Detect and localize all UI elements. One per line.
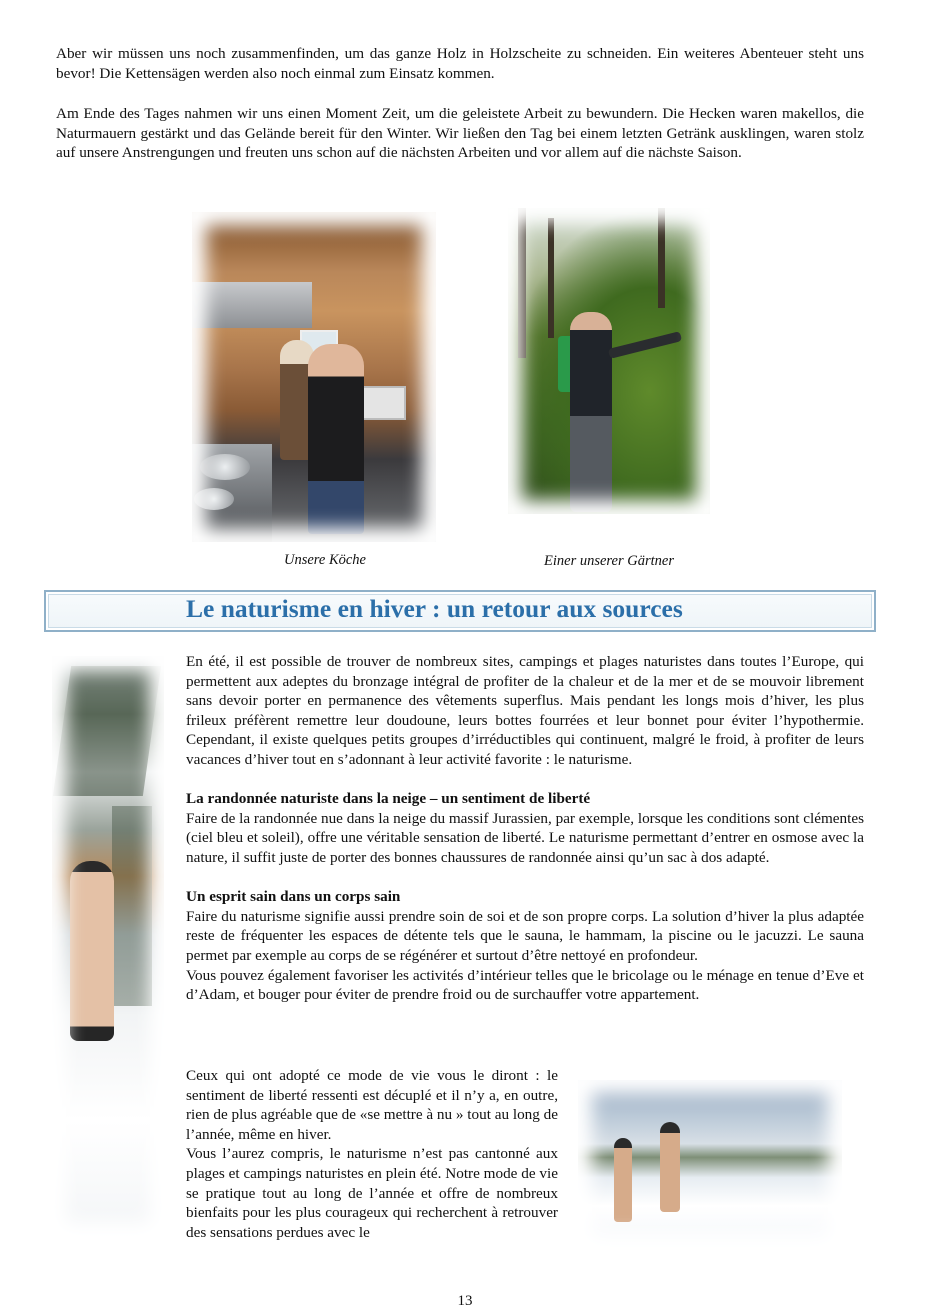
section-text-health-1: Faire du naturisme signifie aussi prendre soin de soi et de son propre corps. La solution d’hiver la plus adaptée reste de fréquenter les espaces de détente tels que le sauna, le hammam, la piscine ou le jacuzzi. Le sauna permet par exemple au corps de se régénérer et surtout d’être nettoyé en profondeur. [186,907,864,964]
snowy-tree [112,806,152,1006]
gardener-person [570,312,612,512]
snow-portrait-photo [52,656,164,1236]
intro-paragraph-2: Am Ende des Tages nahmen wir uns einen Moment Zeit, um die geleistete Arbeit zu bewundern. Die Hecken waren makellos, die Naturmauern gestärkt und das Gelände bereit für den Winter. Wir ließen den Tag bei einem letzten Getränk ausklingen, waren stolz auf unsere Anstrengungen und freuten uns schon auf die nächsten Arbeiten und vor allem auf die nächste Saison. [56,105,864,162]
hiker-figure [614,1138,632,1222]
page-number: 13 [457,1293,473,1309]
article-title-box [44,590,876,632]
section-heading-hiking: La randonnée naturiste dans la neige – un sentiment de liberté [186,790,591,808]
cook-person [308,344,364,534]
article-intro: En été, il est possible de trouver de nombreux sites, campings et plages naturistes dans toutes l’Europe, qui permettent aux adeptes du bronzage intégral de profiter de la chaleur et de la mer et de se mouvoir librement sans devoir porter en permanence des vêtements superflus. Mais pendant les longs mois d’hiver, les plus frileux préfèrent remettre leur doudoune, leurs bottes fourrées et leur bonnet pour éviter l’hypothermie. Cependant, il existe quelques petits groupes d’irréductibles qui continuent, malgré le froid, à profiter de leurs vacances d’hiver tout en s’adonnant à leur activité favorite : le naturisme. [186,653,864,768]
kitchen-hood [192,282,312,328]
gardener-caption: Einer unserer Gärtner [544,553,674,569]
section-text-health-2: Vous pouvez également favoriser les activités d’intérieur telles que le bricolage ou le ménage en tenue d’Eve et d’Adam, et bouger pour éviter de prendre froid ou de surchauffer votre appartement. [186,966,864,1004]
section-text-hiking: Faire de la randonnée nue dans la neige du massif Jurassien, par exemple, lorsque les conditions sont clémentes (ciel bleu et soleil), offre une véritable sensation de liberté. Le naturisme permettant d’entrer en osmose avec la nature, il suffit juste de porter des bonnes chaussures de randonnée ainsi qu’un sac à dos adapté. [186,809,864,866]
tree-trunk [518,208,526,358]
section-heading-health: Un esprit sain dans un corps sain [186,888,401,906]
article-body-narrow [186,1066,558,1242]
hiker-figure [660,1122,680,1212]
snow-hikers-photo [578,1080,842,1248]
section-text-health-3: Ceux qui ont adopté ce mode de vie vous le diront : le sentiment de liberté ressenti est décuplé et il n’y a, en outre, rien de plus agréable que de «se mettre à nu » tout au long de l’année, même en hiver. [186,1067,558,1143]
article-body [186,652,864,1005]
article-title: Le naturisme en hiver : un retour aux sources [186,594,683,623]
snowy-tree [53,666,161,796]
hedge-trimmer [608,331,682,359]
intro-paragraph-1: Aber wir müssen uns noch zusammenfinden, um das ganze Holz in Holzscheite zu schneiden. Ein weiteres Abenteuer steht uns bevor! Die Kettensägen werden also noch einmal zum Einsatz kommen. [56,45,864,82]
kitchen-caption: Unsere Köche [283,552,366,568]
pot [194,488,234,510]
pot [200,454,250,480]
tree-trunk [548,218,554,338]
kitchen-photo [192,212,436,542]
tree-trunk [658,208,665,308]
person-figure [70,861,114,1041]
gardener-photo [508,208,710,514]
section-text-health-4: Vous l’aurez compris, le naturisme n’est pas cantonné aux plages et campings naturistes en plein été. Notre mode de vie se pratique tout au long de l’année et offre de nombreux bienfaits pour les plus courageux qui recherchent à retrouver des sensations perdues avec le [186,1145,558,1241]
